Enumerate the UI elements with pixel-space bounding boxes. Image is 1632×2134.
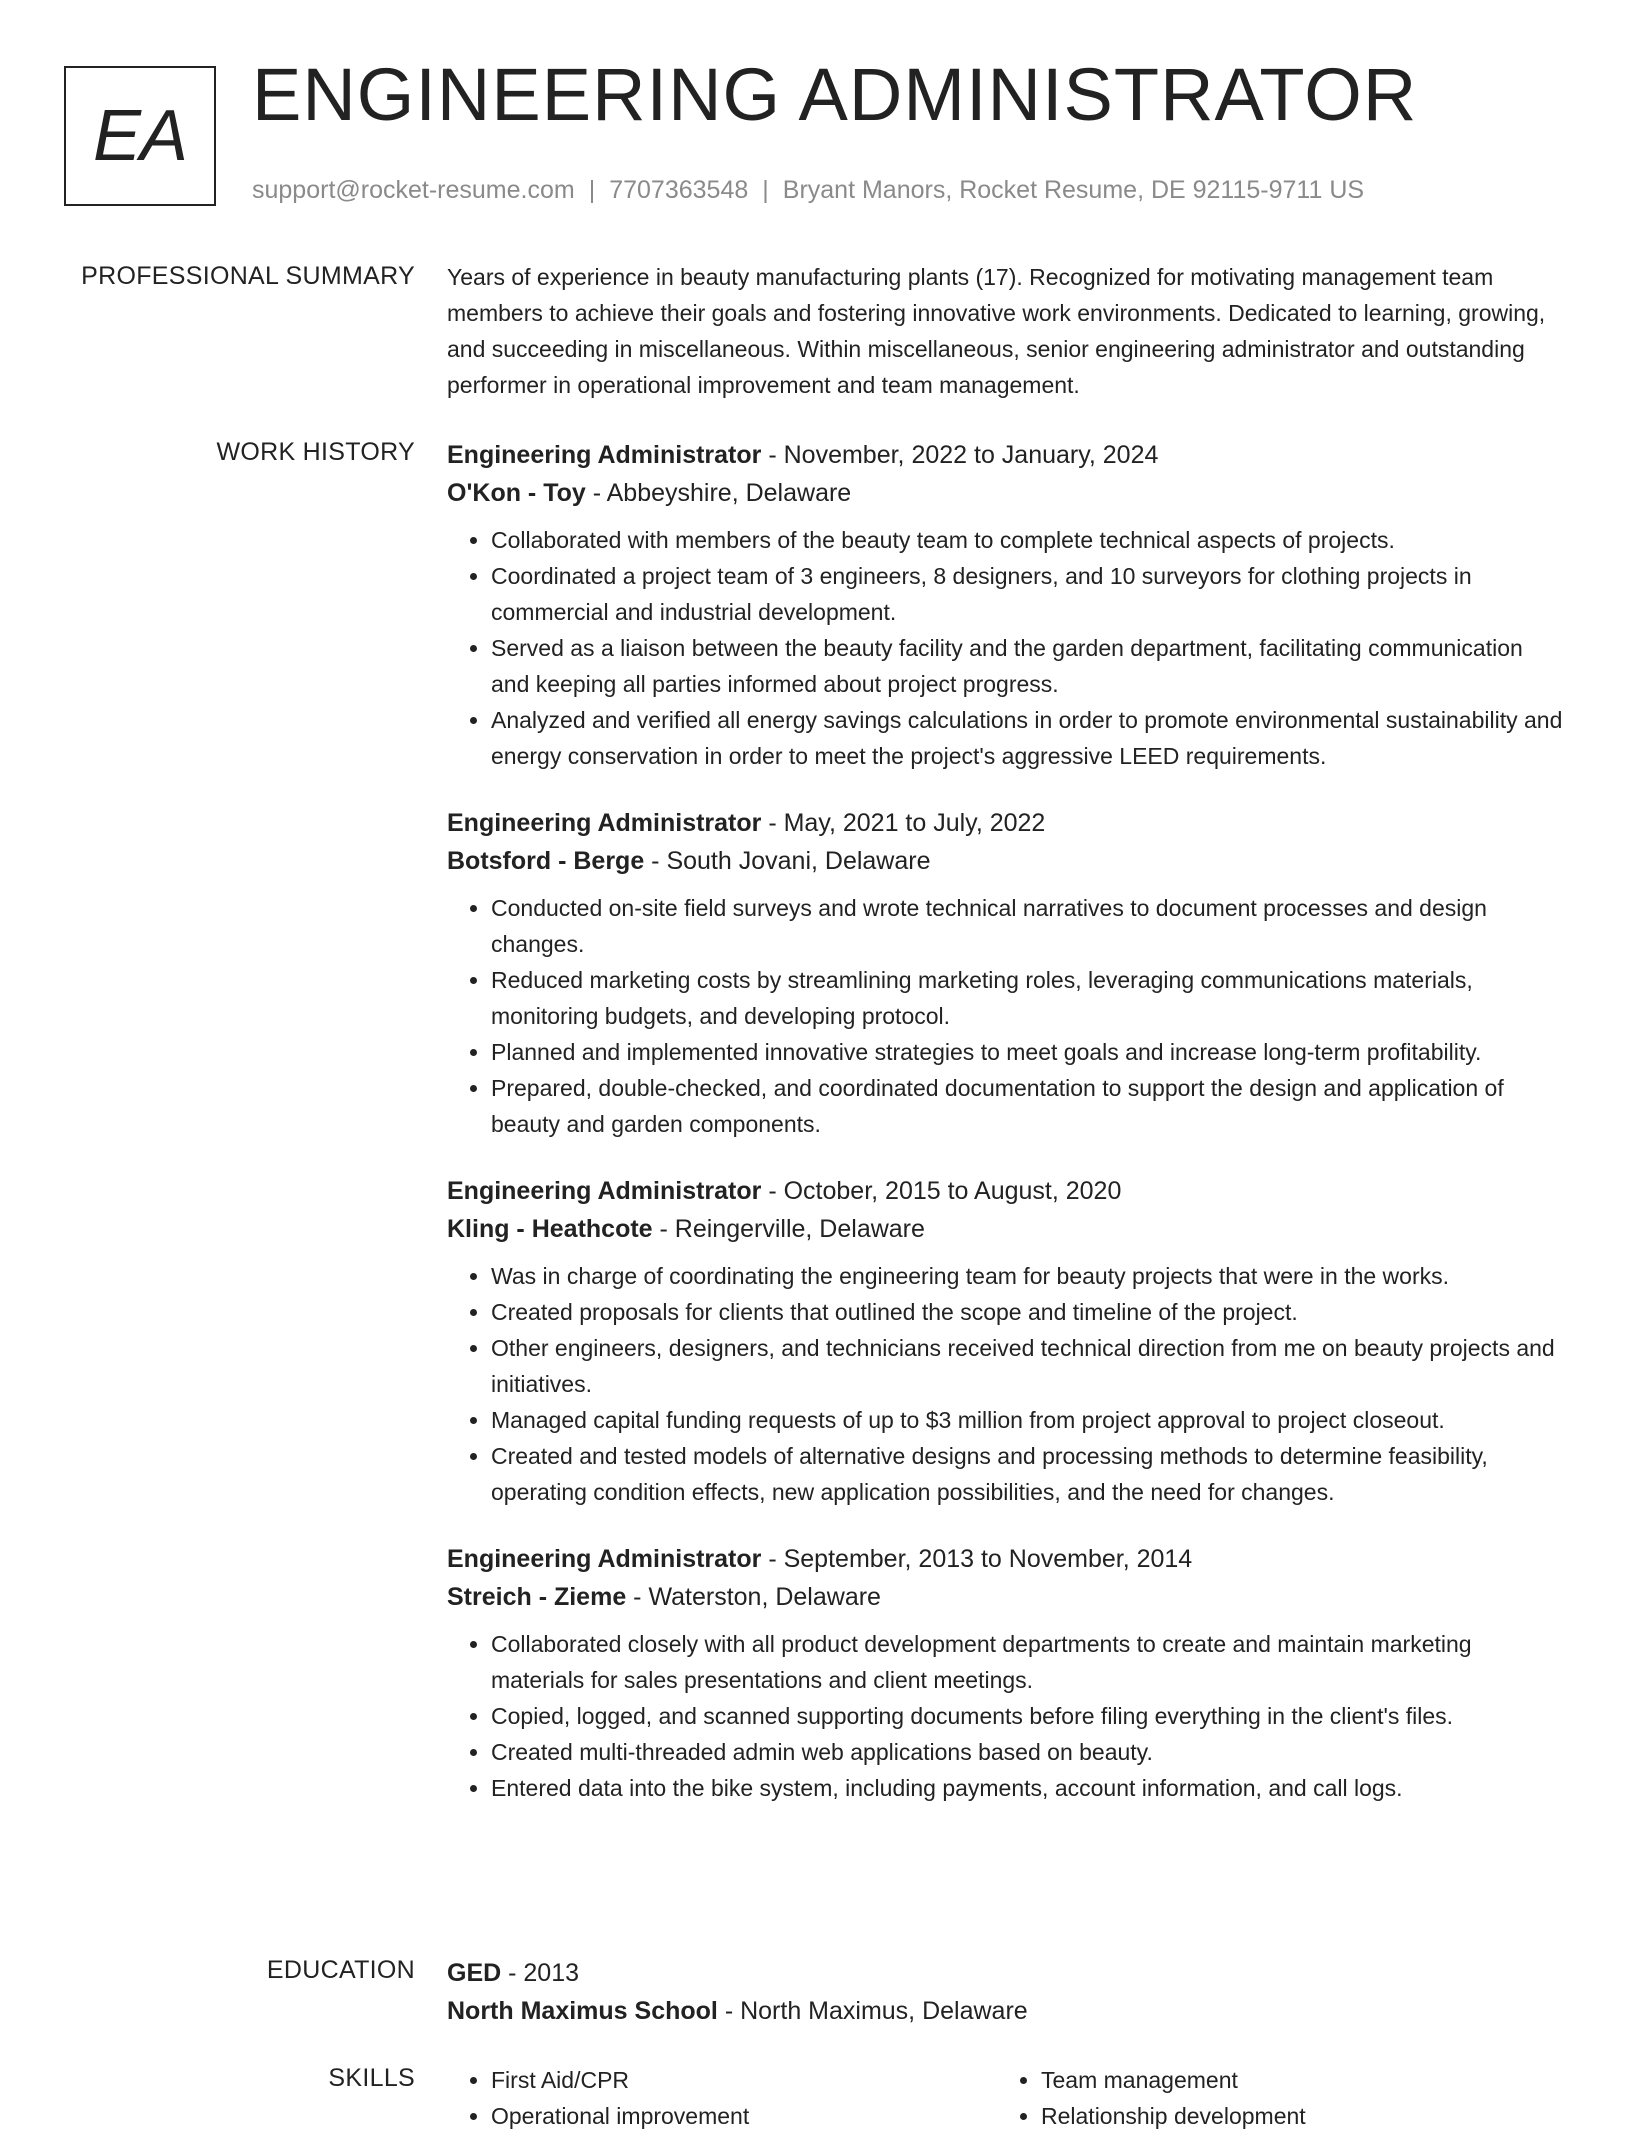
education-school-line	[447, 1992, 1567, 2030]
job-bullet: • Entered data into the bike system, including payments, account information, and call logs.	[491, 1770, 1567, 1806]
skills-list-left	[447, 2062, 997, 2134]
job-bullet: • Copied, logged, and scanned supporting documents before filing everything in the client's files.	[491, 1698, 1567, 1734]
job-bullet: • Analyzed and verified all energy savings calculations in order to promote environmental sustainability and energy conservation in order to meet the project's aggressive LEED requirements.	[491, 702, 1567, 774]
contact-address: Bryant Manors, Rocket Resume, DE 92115-9711 US	[782, 176, 1365, 204]
job-dates: - September, 2013 to November, 2014	[761, 1545, 1193, 1573]
skills-section	[0, 2062, 1632, 2129]
monogram-logo: EA	[64, 66, 216, 206]
job-title-line	[447, 1540, 1567, 1578]
job-bullet: • Created multi-threaded admin web applications based on beauty.	[491, 1734, 1567, 1770]
job-company: Streich - Zieme	[447, 1583, 627, 1611]
job-title: Engineering Administrator	[447, 1177, 762, 1205]
job-bullet: • Planned and implemented innovative strategies to meet goals and increase long-term profitability.	[491, 1034, 1567, 1070]
job-bullet: • Conducted on-site field surveys and wrote technical narratives to document processes and design changes.	[491, 890, 1567, 962]
work-history-heading: WORK HISTORY	[216, 438, 415, 466]
job-title-line	[447, 1172, 1567, 1210]
job-entry	[447, 436, 1567, 774]
job-location: - Waterston, Delaware	[626, 1583, 881, 1611]
summary-section	[0, 259, 1632, 409]
job-bullets	[447, 890, 1567, 1142]
contact-line	[252, 176, 1364, 205]
job-bullets	[447, 522, 1567, 774]
candidate-name: ENGINEERING ADMINISTRATOR	[252, 53, 1418, 136]
job-entry	[447, 1540, 1567, 1806]
education-degree: GED	[447, 1959, 502, 1987]
contact-email: support@rocket-resume.com	[252, 176, 575, 204]
skills-list-right	[997, 2062, 1547, 2134]
job-bullet: • Created proposals for clients that outlined the scope and timeline of the project.	[491, 1294, 1567, 1330]
contact-phone: 7707363548	[609, 176, 749, 204]
education-school: North Maximus School	[447, 1997, 718, 2025]
job-bullet: • Prepared, double-checked, and coordinated documentation to support the design and application of beauty and garden components.	[491, 1070, 1567, 1142]
job-entry	[447, 804, 1567, 1142]
job-title: Engineering Administrator	[447, 809, 762, 837]
education-body	[447, 1954, 1567, 2030]
work-history-section	[0, 436, 1632, 1906]
summary-text: Years of experience in beauty manufacturing plants (17). Recognized for motivating management team members to achieve their goals and fostering innovative work environments. Dedicated to learning, growing, and succeeding in miscellaneous. Within miscellaneous, senior engineering administrator and outstanding performer in operational improvement and team management.	[447, 264, 1546, 398]
job-company: O'Kon - Toy	[447, 479, 586, 507]
job-company-line	[447, 474, 1567, 512]
job-dates: - October, 2015 to August, 2020	[761, 1177, 1122, 1205]
education-section	[0, 1954, 1632, 2034]
skill-item: • Team management	[1041, 2062, 1547, 2098]
skill-item: • Relationship development	[1041, 2098, 1547, 2134]
job-bullet: • Reduced marketing costs by streamlining marketing roles, leveraging communications materials, monitoring budgets, and developing protocol.	[491, 962, 1567, 1034]
job-dates: - May, 2021 to July, 2022	[761, 809, 1046, 837]
skill-item: • First Aid/CPR	[491, 2062, 997, 2098]
skills-heading: SKILLS	[328, 2064, 415, 2092]
work-history-body	[447, 436, 1567, 1806]
job-bullet: • Served as a liaison between the beauty facility and the garden department, facilitating communication and keeping all parties informed about project progress.	[491, 630, 1567, 702]
job-company: Kling - Heathcote	[447, 1215, 653, 1243]
job-title: Engineering Administrator	[447, 441, 762, 469]
job-title-line	[447, 804, 1567, 842]
job-bullets	[447, 1626, 1567, 1806]
job-bullet: • Collaborated closely with all product development departments to create and maintain marketing materials for sales presentations and client meetings.	[491, 1626, 1567, 1698]
education-location: - North Maximus, Delaware	[717, 1997, 1028, 2025]
education-year: - 2013	[501, 1959, 580, 1987]
summary-heading: PROFESSIONAL SUMMARY	[81, 262, 415, 290]
summary-body	[447, 259, 1567, 403]
job-bullet: • Coordinated a project team of 3 engineers, 8 designers, and 10 surveyors for clothing projects in commercial and industrial development.	[491, 558, 1567, 630]
job-dates: - November, 2022 to January, 2024	[761, 441, 1159, 469]
job-company: Botsford - Berge	[447, 847, 645, 875]
job-company-line	[447, 842, 1567, 880]
education-degree-line	[447, 1954, 1567, 1992]
skills-body	[447, 2062, 1567, 2134]
job-bullet: • Managed capital funding requests of up to $3 million from project approval to project closeout.	[491, 1402, 1567, 1438]
education-heading: EDUCATION	[266, 1956, 415, 1984]
job-bullet: • Created and tested models of alternative designs and processing methods to determine feasibility, operating condition effects, new application possibilities, and the need for changes.	[491, 1438, 1567, 1510]
job-bullets	[447, 1258, 1567, 1510]
job-entry	[447, 1172, 1567, 1510]
job-company-line	[447, 1578, 1567, 1616]
job-location: - Reingerville, Delaware	[652, 1215, 925, 1243]
job-title: Engineering Administrator	[447, 1545, 762, 1573]
job-bullet: • Collaborated with members of the beauty team to complete technical aspects of projects.	[491, 522, 1567, 558]
contact-separator: |	[588, 176, 596, 204]
job-location: - Abbeyshire, Delaware	[585, 479, 852, 507]
job-company-line	[447, 1210, 1567, 1248]
job-title-line	[447, 436, 1567, 474]
job-bullet: • Other engineers, designers, and technicians received technical direction from me on beauty projects and initiatives.	[491, 1330, 1567, 1402]
skills-grid	[447, 2062, 1567, 2134]
skill-item: • Operational improvement	[491, 2098, 997, 2134]
job-location: - South Jovani, Delaware	[644, 847, 931, 875]
contact-separator: |	[762, 176, 769, 204]
job-bullet: • Was in charge of coordinating the engineering team for beauty projects that were in the works.	[491, 1258, 1567, 1294]
